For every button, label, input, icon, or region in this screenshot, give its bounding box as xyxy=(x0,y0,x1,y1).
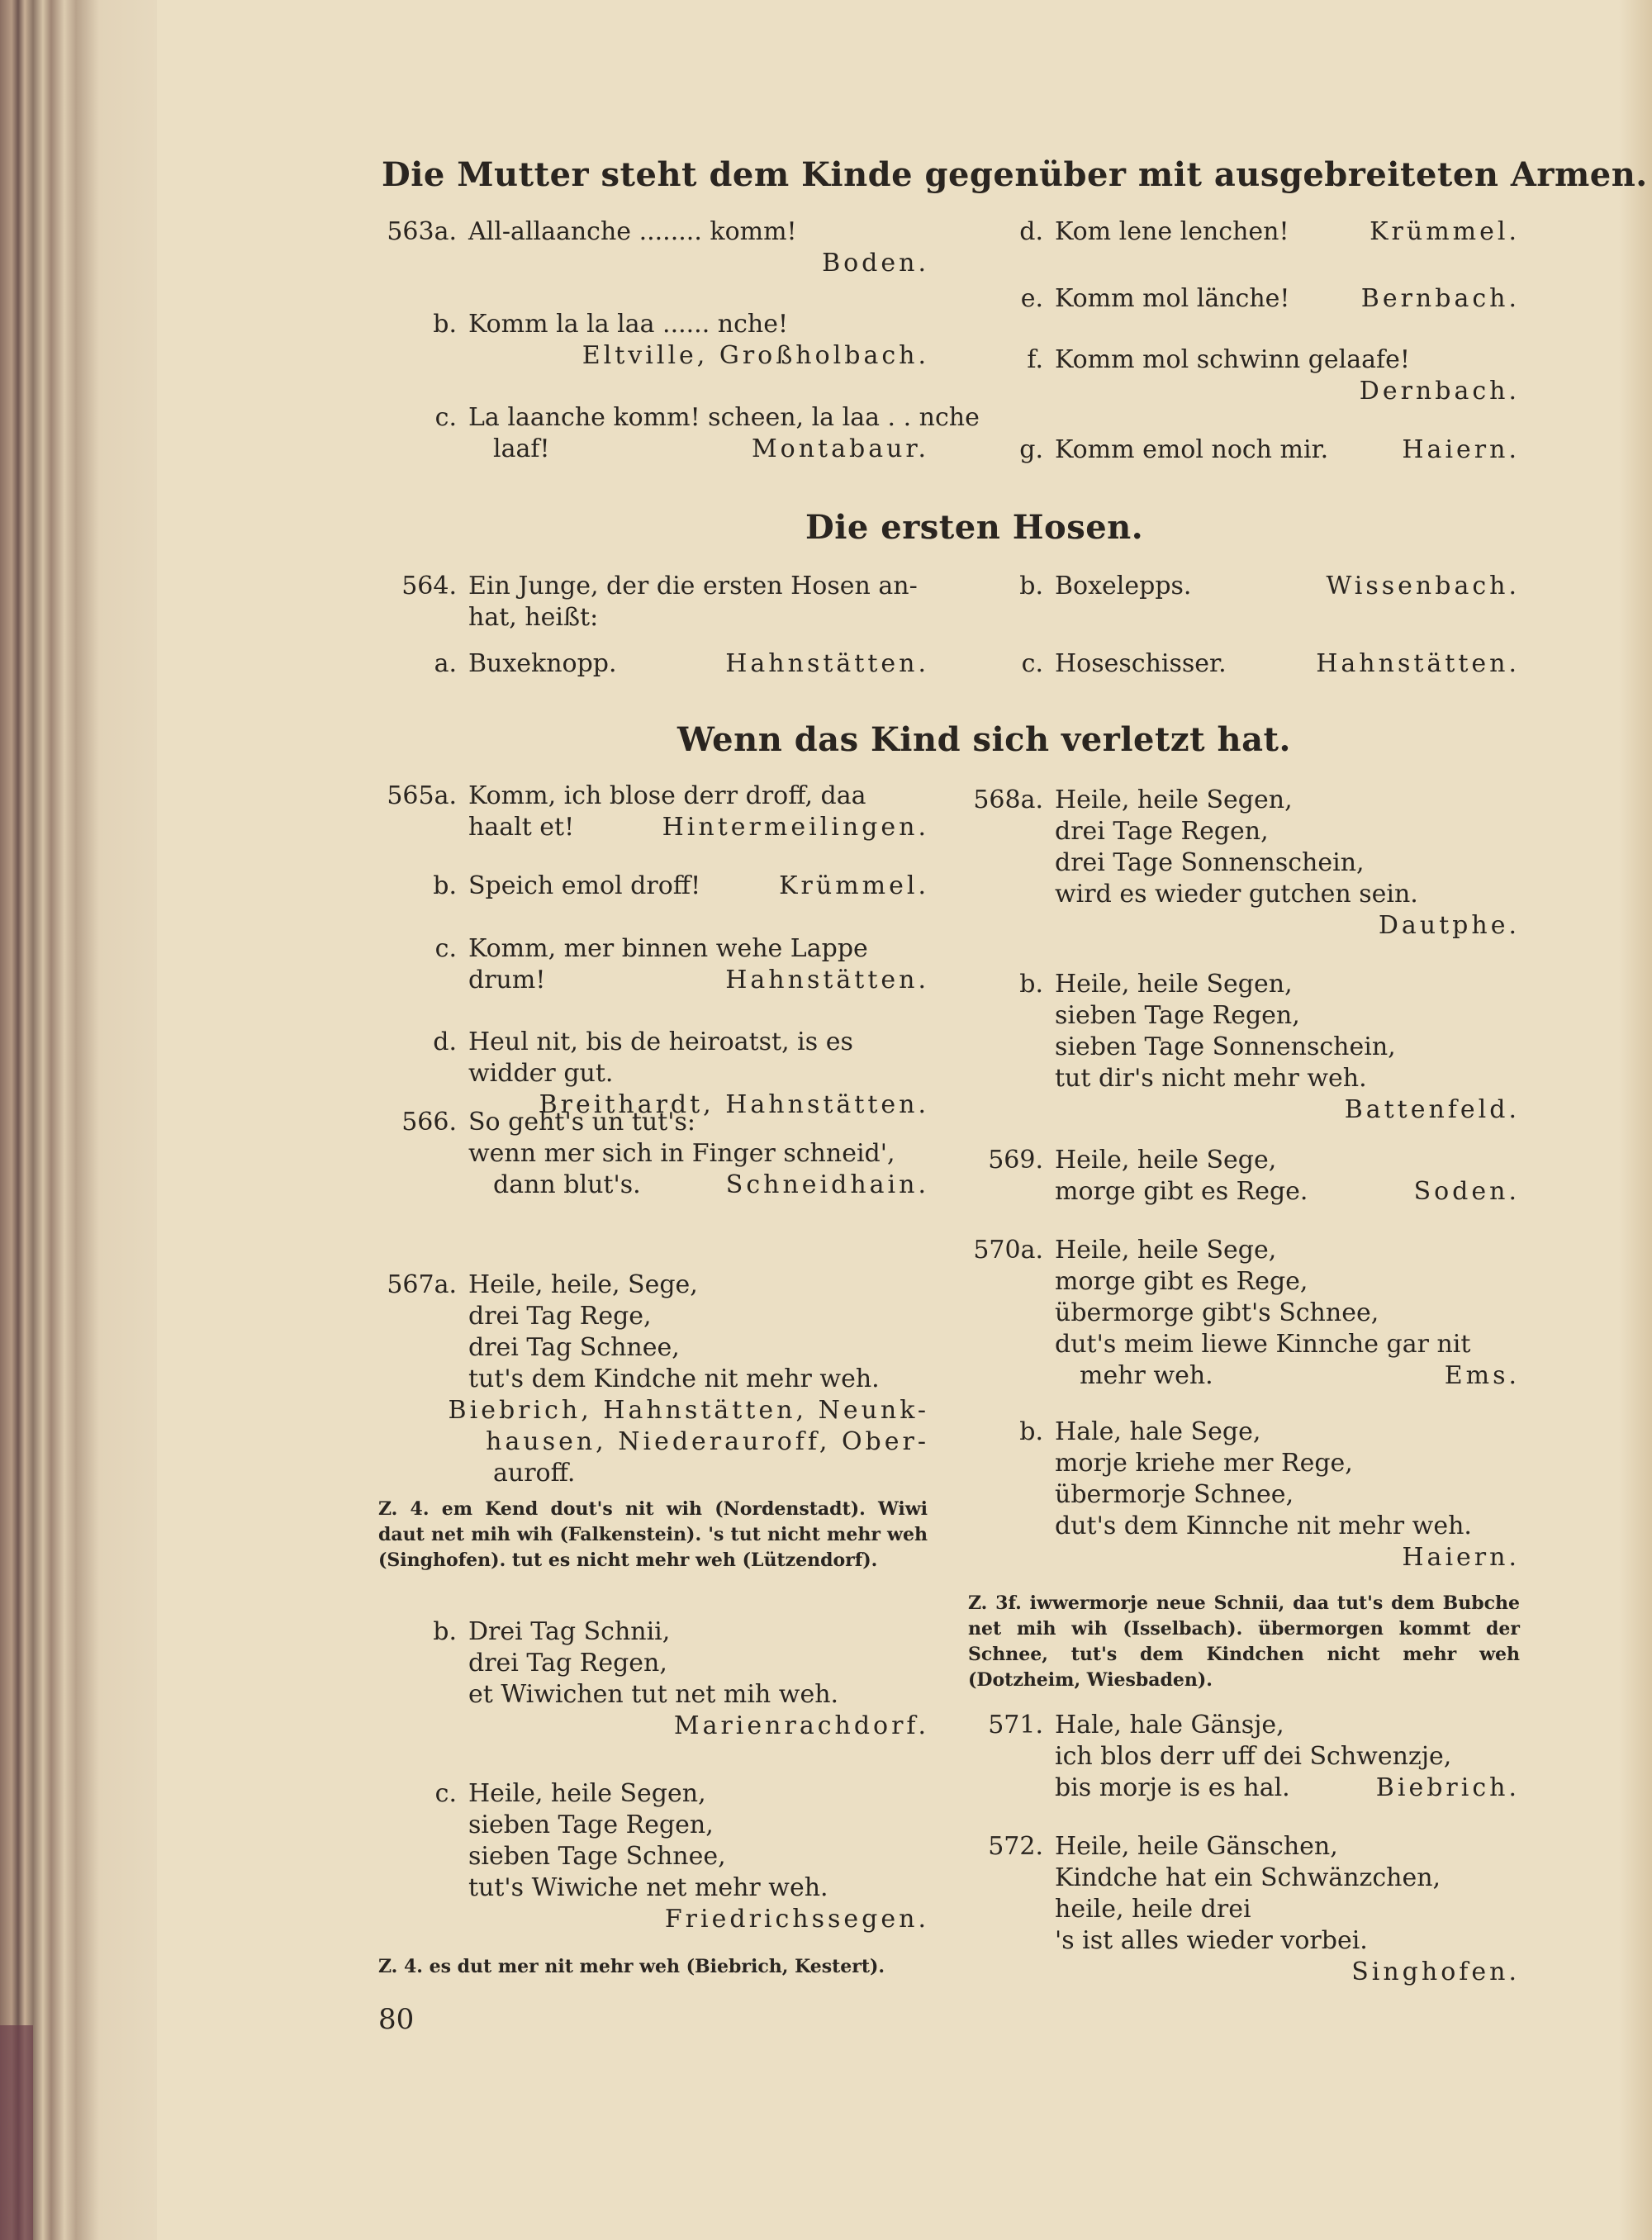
verse-text: All-allaanche ........ komm! xyxy=(468,217,797,246)
verse-text: Komm mol schwinn gelaafe! xyxy=(1055,345,1410,374)
verse-text: drei Tage Sonnenschein, xyxy=(1055,848,1365,877)
entry-line xyxy=(1055,910,1520,942)
verse-text: Boxelepps. xyxy=(1055,572,1192,600)
verse-text: Heile, heile Sege, xyxy=(1055,1236,1277,1265)
entry-line xyxy=(1055,1957,1520,1988)
entry-number: 570a. xyxy=(973,1236,1043,1265)
entry-line xyxy=(468,1810,929,1841)
entry-number: b. xyxy=(433,1617,457,1646)
book-binding xyxy=(0,0,157,2240)
right-entry xyxy=(1019,571,1520,602)
entry-line xyxy=(434,648,929,680)
verse-text: Heile, heile Segen, xyxy=(468,1779,706,1808)
entry-number: b. xyxy=(433,871,457,900)
entry-line xyxy=(468,1679,929,1711)
verse-text: heile, heile drei xyxy=(1055,1895,1251,1924)
entry-line xyxy=(468,1841,929,1872)
entry-line xyxy=(1055,376,1520,407)
entry-line xyxy=(1019,571,1520,602)
verse-text: auroff. xyxy=(493,1459,576,1488)
entry-line xyxy=(1055,1094,1520,1126)
verse-text: sieben Tage Sonnenschein, xyxy=(1055,1032,1396,1061)
place-name: Biebrich, Hahnstätten, Neunk- xyxy=(448,1396,929,1425)
verse-text: bis morje is es hal. xyxy=(1055,1773,1290,1802)
verse-text: übermorge gibt's Schnee, xyxy=(1055,1298,1379,1327)
entry-number: 572. xyxy=(988,1832,1043,1861)
verse-text: Heile, heile Gänschen, xyxy=(1055,1832,1338,1861)
entry-line xyxy=(1055,1176,1520,1208)
entry-number: b. xyxy=(1019,970,1043,999)
right-entry xyxy=(973,1235,1520,1392)
verse-text: Komm mol länche! xyxy=(1055,284,1290,313)
left-entry xyxy=(433,871,929,902)
entry-number: 565a. xyxy=(387,781,457,810)
verse-text: hat, heißt: xyxy=(468,603,599,632)
place-name: Boden. xyxy=(822,249,929,278)
verse-text: Drei Tag Schnii, xyxy=(468,1617,671,1646)
left-entry xyxy=(434,1778,929,1935)
footnote-570b: Z. 3f. iwwermorje neue Schnii, daa tut's dem Bubche net mih wih (Isselbach). übermorgen kommt der Schnee, tut's dem Kindchen nicht mehr weh (Dotzheim, Wiesbaden). xyxy=(968,1592,1520,1691)
entry-line xyxy=(468,1904,929,1935)
right-entry xyxy=(1027,344,1520,407)
entry-line xyxy=(1055,879,1520,910)
left-entry xyxy=(434,402,980,465)
entry-line xyxy=(468,1332,929,1364)
entry-line xyxy=(1055,1511,1520,1542)
verse-text: drei Tage Regen, xyxy=(1055,817,1269,846)
entry-line xyxy=(401,571,929,602)
entry-line xyxy=(468,1872,929,1904)
left-entry xyxy=(401,571,929,634)
entry-line xyxy=(1019,216,1520,248)
verse-text: mehr weh. xyxy=(1080,1361,1213,1390)
verse-text: Heile, heile Segen, xyxy=(1055,785,1293,814)
verse-text: Speich emol droff! xyxy=(468,871,701,900)
entry-line xyxy=(468,602,929,634)
entry-line xyxy=(1055,1266,1520,1298)
verse-text: haalt et! xyxy=(468,813,575,842)
place-name: Hahnstätten. xyxy=(725,649,929,678)
verse-text: Heile, heile Sege, xyxy=(1055,1146,1277,1175)
right-entry xyxy=(988,1710,1520,1804)
verse-text: dann blut's. xyxy=(493,1170,641,1199)
left-entry xyxy=(433,309,929,372)
right-entry xyxy=(1019,216,1520,248)
entry-line xyxy=(1019,434,1520,466)
entry-number: d. xyxy=(1019,217,1043,246)
verse-text: Heile, heile, Sege, xyxy=(468,1270,698,1299)
entry-line xyxy=(433,1027,929,1058)
entry-line xyxy=(468,248,929,279)
entry-line xyxy=(1055,816,1520,847)
entry-line xyxy=(1055,847,1520,879)
verse-text: 's ist alles wieder vorbei. xyxy=(1055,1926,1368,1955)
verse-text: Kindche hat ein Schwänzchen, xyxy=(1055,1863,1441,1892)
verse-text: So geht's un tut's: xyxy=(468,1108,696,1137)
verse-text: Hale, hale Sege, xyxy=(1055,1417,1261,1446)
verse-text: Komm emol noch mir. xyxy=(1055,435,1329,464)
entry-line xyxy=(433,309,929,340)
left-entry xyxy=(434,933,929,996)
entry-number: 564. xyxy=(401,572,457,600)
verse-text: Hale, hale Gänsje, xyxy=(1055,1711,1284,1739)
right-entry xyxy=(1019,434,1520,466)
entry-line xyxy=(433,1616,929,1648)
entry-line xyxy=(973,1235,1520,1266)
verse-text: Komm la la laa ...... nche! xyxy=(468,310,789,339)
place-name: Bernbach. xyxy=(1360,284,1520,313)
place-name: Ems. xyxy=(1444,1361,1520,1390)
left-entry xyxy=(401,1107,929,1201)
verse-text: sieben Tage Regen, xyxy=(1055,1001,1300,1030)
entry-line xyxy=(468,340,929,372)
place-name: Eltville, Großholbach. xyxy=(582,341,929,370)
verse-text: tut's Wiwiche net mehr weh. xyxy=(468,1873,828,1902)
entry-number: d. xyxy=(433,1027,457,1056)
verse-text: tut dir's nicht mehr weh. xyxy=(1055,1064,1367,1093)
entry-line xyxy=(468,1364,929,1395)
entry-number: c. xyxy=(434,934,457,963)
entry-number: 566. xyxy=(401,1108,457,1137)
verse-text: drei Tag Rege, xyxy=(468,1302,652,1331)
entry-line xyxy=(1055,1925,1520,1957)
entry-line xyxy=(468,434,929,465)
section-heading-mother-arms: Die Mutter steht dem Kinde gegenüber mit ausgebreiteten Armen. xyxy=(382,155,1648,194)
verse-text: drei Tag Regen, xyxy=(468,1649,667,1678)
entry-line xyxy=(988,1145,1520,1176)
verse-text: sieben Tage Regen, xyxy=(468,1811,714,1839)
page-edge xyxy=(1619,0,1652,2240)
entry-number: g. xyxy=(1019,435,1043,464)
entry-line xyxy=(434,1778,929,1810)
left-entry xyxy=(387,781,929,843)
verse-text: tut's dem Kindche nit mehr weh. xyxy=(468,1364,880,1393)
place-name: Hintermeilingen. xyxy=(662,813,929,842)
entry-line xyxy=(401,1107,929,1138)
entry-number: c. xyxy=(1021,649,1043,678)
place-name: Friedrichssegen. xyxy=(664,1905,929,1934)
place-name: Krümmel. xyxy=(779,871,929,900)
place-name: Singhofen. xyxy=(1351,1958,1520,1986)
verse-text: morje kriehe mer Rege, xyxy=(1055,1449,1353,1478)
verse-text: dut's meim liewe Kinnche gar nit xyxy=(1055,1330,1471,1359)
verse-text: Heul nit, bis de heiroatst, is es xyxy=(468,1027,853,1056)
verse-text: sieben Tage Schnee, xyxy=(468,1842,726,1871)
entry-number: e. xyxy=(1020,284,1043,313)
right-entry xyxy=(988,1831,1520,1988)
footnote-567c: Z. 4. es dut mer nit mehr weh (Biebrich, Kestert). xyxy=(378,1956,885,1977)
entry-line xyxy=(1055,1542,1520,1573)
entry-number: 569. xyxy=(988,1146,1043,1175)
entry-line xyxy=(468,812,929,843)
entry-line xyxy=(1020,283,1520,315)
entry-line xyxy=(1021,648,1520,680)
verse-text: et Wiwichen tut net mih weh. xyxy=(468,1680,839,1709)
entry-line xyxy=(468,1426,929,1458)
place-name: Wissenbach. xyxy=(1326,572,1520,600)
left-entry xyxy=(387,1269,929,1489)
right-entry xyxy=(1021,648,1520,680)
entry-number: 563a. xyxy=(387,217,457,246)
entry-number: c. xyxy=(434,1779,457,1808)
entry-line xyxy=(1055,1032,1520,1063)
verse-text: La laanche komm! scheen, la laa . . nche xyxy=(468,403,980,432)
place-name: Soden. xyxy=(1413,1177,1520,1206)
entry-line xyxy=(1055,1298,1520,1329)
left-entry xyxy=(433,1616,929,1742)
entry-number: 571. xyxy=(988,1711,1043,1739)
entry-line xyxy=(433,871,929,902)
entry-line xyxy=(468,1138,929,1170)
entry-number: b. xyxy=(1019,1417,1043,1446)
entry-number: f. xyxy=(1027,345,1043,374)
entry-line xyxy=(1027,344,1520,376)
entry-line xyxy=(1019,969,1520,1000)
entry-line xyxy=(1055,1479,1520,1511)
place-name: Battenfeld. xyxy=(1344,1095,1520,1124)
verse-text: morge gibt es Rege. xyxy=(1055,1177,1308,1206)
place-name: Marienrachdorf. xyxy=(673,1711,929,1740)
entry-line xyxy=(988,1710,1520,1741)
entry-line xyxy=(468,965,929,996)
entry-line xyxy=(1055,1329,1520,1360)
entry-line xyxy=(387,781,929,812)
entry-number: 568a. xyxy=(973,785,1043,814)
entry-line xyxy=(1055,1448,1520,1479)
page-number: 80 xyxy=(378,2003,415,2036)
entry-line xyxy=(468,1301,929,1332)
book-binding-edge xyxy=(0,2025,33,2240)
section-heading-first-trousers: Die ersten Hosen. xyxy=(805,508,1144,547)
section-heading-child-hurt: Wenn das Kind sich verletzt hat. xyxy=(677,720,1291,759)
footnote-567a: Z. 4. em Kend dout's nit wih (Nordenstadt). Wiwi daut net mih wih (Falkenstein). 's tut nicht mehr weh (Singhofen). tut es nicht mehr weh (Lützendorf). xyxy=(378,1498,928,1571)
place-name: Dautphe. xyxy=(1378,911,1520,940)
verse-text: Komm, ich blose derr droff, daa xyxy=(468,781,866,810)
entry-number: a. xyxy=(434,649,457,678)
verse-text: Heile, heile Segen, xyxy=(1055,970,1293,999)
verse-text: Komm, mer binnen wehe Lappe xyxy=(468,934,868,963)
verse-text: ich blos derr uff dei Schwenzje, xyxy=(1055,1742,1452,1771)
right-entry xyxy=(973,785,1520,942)
entry-line xyxy=(387,216,929,248)
left-entry xyxy=(387,216,929,279)
entry-line xyxy=(434,933,929,965)
verse-text: Ein Junge, der die ersten Hosen an- xyxy=(468,572,918,600)
entry-line xyxy=(448,1395,929,1426)
entry-line xyxy=(434,402,980,434)
entry-number: 567a. xyxy=(387,1270,457,1299)
entry-line xyxy=(468,1458,929,1489)
entry-line xyxy=(387,1269,929,1301)
place-name: Breithardt, Hahnstätten. xyxy=(539,1090,929,1119)
entry-line xyxy=(1055,1000,1520,1032)
entry-line xyxy=(1019,1417,1520,1448)
place-name: Haiern. xyxy=(1402,1543,1520,1572)
verse-text: wenn mer sich in Finger schneid', xyxy=(468,1139,895,1168)
entry-line xyxy=(988,1831,1520,1863)
entry-number: c. xyxy=(434,403,457,432)
right-entry xyxy=(1019,969,1520,1126)
entry-line xyxy=(1055,1863,1520,1894)
left-entry xyxy=(434,648,929,680)
entry-line xyxy=(1055,1741,1520,1773)
entry-line xyxy=(1055,1894,1520,1925)
entry-line xyxy=(973,785,1520,816)
place-name: Hahnstätten. xyxy=(1316,649,1520,678)
place-name: Biebrich. xyxy=(1375,1773,1520,1802)
entry-line xyxy=(1055,1063,1520,1094)
verse-text: widder gut. xyxy=(468,1059,614,1088)
entry-line xyxy=(468,1711,929,1742)
entry-line xyxy=(1055,1360,1520,1392)
verse-text: morge gibt es Rege, xyxy=(1055,1267,1308,1296)
entry-number: b. xyxy=(1019,572,1043,600)
right-entry xyxy=(988,1145,1520,1208)
verse-text: drum! xyxy=(468,966,546,994)
place-name: Haiern. xyxy=(1402,435,1520,464)
place-name: hausen, Niederauroff, Ober- xyxy=(486,1427,929,1456)
right-entry xyxy=(1020,283,1520,315)
verse-text: übermorje Schnee, xyxy=(1055,1480,1294,1509)
place-name: Montabaur. xyxy=(751,434,929,463)
entry-line xyxy=(468,1170,929,1201)
entry-line xyxy=(468,1058,929,1089)
place-name: Krümmel. xyxy=(1370,217,1520,246)
entry-line xyxy=(468,1648,929,1679)
verse-text: Buxeknopp. xyxy=(468,649,617,678)
place-name: Dernbach. xyxy=(1359,377,1520,406)
verse-text: laaf! xyxy=(493,434,550,463)
place-name: Hahnstätten. xyxy=(725,966,929,994)
entry-number: b. xyxy=(433,310,457,339)
verse-text: wird es wieder gutchen sein. xyxy=(1055,880,1418,909)
place-name: Schneidhain. xyxy=(725,1170,929,1199)
verse-text: Kom lene lenchen! xyxy=(1055,217,1289,246)
entry-line xyxy=(1055,1773,1520,1804)
right-entry xyxy=(1019,1417,1520,1573)
verse-text: drei Tag Schnee, xyxy=(468,1333,680,1362)
verse-text: dut's dem Kinnche nit mehr weh. xyxy=(1055,1512,1472,1540)
verse-text: Hoseschisser. xyxy=(1055,649,1227,678)
